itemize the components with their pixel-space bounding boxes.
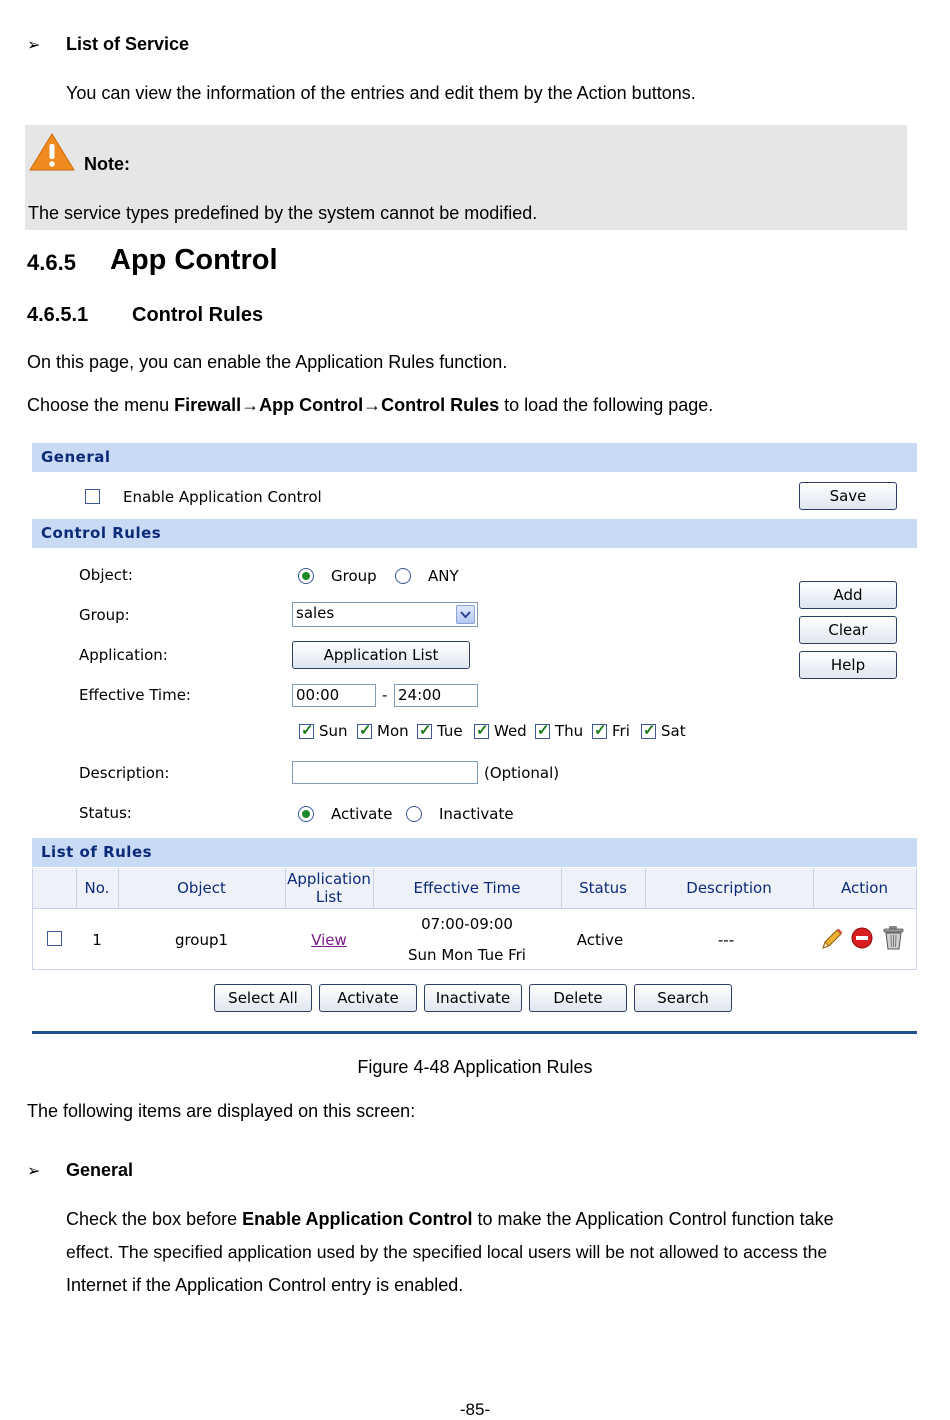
- heading-number: 4.6.5: [27, 250, 76, 275]
- clear-button[interactable]: Clear: [799, 616, 897, 644]
- section-text-line1: [66, 1203, 834, 1236]
- page-number: -85-: [459, 1400, 491, 1419]
- object-label: Object:: [79, 566, 133, 584]
- status-activate-label: Activate: [331, 805, 393, 823]
- save-button[interactable]: Save: [799, 482, 897, 510]
- row-days: Sun Mon Tue Fri: [408, 946, 526, 964]
- figure-caption: Figure 4-48 Application Rules: [357, 1057, 593, 1077]
- object-group-label: Group: [331, 567, 377, 585]
- row-status: Active: [576, 931, 624, 949]
- row-no: 1: [92, 931, 102, 949]
- day-thu-checkbox[interactable]: [535, 724, 550, 739]
- edit-pencil-icon[interactable]: [819, 927, 845, 951]
- group-label: Group:: [79, 606, 130, 624]
- row-time: 07:00-09:00: [421, 915, 513, 933]
- col-action: Action: [841, 879, 888, 897]
- row-select-checkbox[interactable]: [47, 931, 62, 946]
- section-title-list-of-service: List of Service: [66, 34, 190, 54]
- day-sat-checkbox[interactable]: [641, 724, 656, 739]
- section-text-line3: Internet if the Application Control entry is enabled.: [66, 1275, 464, 1295]
- time-end-input[interactable]: 24:00: [394, 684, 478, 707]
- day-mon-checkbox[interactable]: [357, 724, 372, 739]
- group-select-value: sales: [296, 604, 335, 622]
- select-all-button[interactable]: Select All: [214, 984, 312, 1012]
- application-label: Application:: [79, 646, 168, 664]
- status-activate-radio[interactable]: [298, 806, 314, 822]
- inactivate-button[interactable]: Inactivate: [424, 984, 522, 1012]
- day-fri-label: Fri: [612, 722, 630, 740]
- day-fri-checkbox[interactable]: [592, 724, 607, 739]
- add-button[interactable]: Add: [799, 581, 897, 609]
- trash-icon[interactable]: [881, 925, 907, 951]
- object-any-label: ANY: [428, 567, 459, 585]
- rules-table: [32, 868, 917, 970]
- time-separator: -: [382, 686, 388, 704]
- note-label: Note:: [84, 154, 130, 174]
- menu-path: Firewall→App Control→Control Rules: [174, 395, 500, 415]
- day-sun-label: Sun: [319, 722, 348, 740]
- day-tue-checkbox[interactable]: [417, 724, 432, 739]
- col-no: No.: [84, 879, 110, 897]
- subheading-number: 4.6.5.1: [27, 304, 89, 326]
- col-application-list-line2: List: [315, 888, 343, 906]
- section-text: You can view the information of the entries and edit them by the Action buttons.: [66, 83, 696, 103]
- col-object: Object: [177, 879, 226, 897]
- description-label: Description:: [79, 764, 170, 782]
- paragraph: The following items are displayed on this screen:: [27, 1101, 416, 1121]
- text: to make the Application Control function take: [472, 1209, 834, 1229]
- list-of-rules-header: List of Rules: [32, 838, 917, 867]
- day-sun-checkbox[interactable]: [299, 724, 314, 739]
- enable-app-control-checkbox[interactable]: [85, 489, 100, 504]
- disable-icon[interactable]: [851, 927, 875, 951]
- enable-app-control-label: Enable Application Control: [123, 488, 322, 506]
- text: to load the following page.: [499, 395, 714, 415]
- chevron-down-icon[interactable]: [456, 605, 475, 624]
- status-label: Status:: [79, 804, 132, 822]
- subheading-title: Control Rules: [132, 304, 264, 326]
- bullet-arrow-icon: ➢: [27, 37, 41, 54]
- help-button[interactable]: Help: [799, 651, 897, 679]
- description-input[interactable]: [292, 761, 478, 784]
- bullet-arrow-icon: ➢: [27, 1163, 41, 1180]
- note-box: [25, 125, 907, 230]
- object-any-radio[interactable]: [395, 568, 411, 584]
- search-button[interactable]: Search: [634, 984, 732, 1012]
- col-status: Status: [579, 879, 627, 897]
- row-object: group1: [174, 931, 229, 949]
- col-application-list-line1: Application: [287, 870, 371, 888]
- activate-button[interactable]: Activate: [319, 984, 417, 1012]
- time-start-input[interactable]: 00:00: [292, 684, 376, 707]
- delete-button[interactable]: Delete: [529, 984, 627, 1012]
- row-description: ---: [717, 931, 735, 949]
- object-group-radio[interactable]: [298, 568, 314, 584]
- warning-icon: [29, 132, 75, 172]
- description-hint: (Optional): [484, 764, 560, 782]
- note-text: The service types predefined by the system cannot be modified.: [28, 203, 538, 223]
- section-text-line2: effect. The specified application used by the specified local users will be not allowed to access the: [66, 1242, 828, 1262]
- table-row: [33, 909, 916, 969]
- section-title-general: General: [66, 1160, 134, 1180]
- text: Check the box before: [66, 1209, 243, 1229]
- general-header: General: [32, 443, 917, 472]
- paragraph: On this page, you can enable the Application Rules function.: [27, 352, 508, 372]
- col-effective-time: Effective Time: [413, 879, 521, 897]
- bold-term: Enable Application Control: [242, 1209, 473, 1229]
- text: Choose the menu: [27, 395, 175, 415]
- status-inactivate-radio[interactable]: [406, 806, 422, 822]
- day-wed-checkbox[interactable]: [474, 724, 489, 739]
- application-list-button[interactable]: Application List: [292, 641, 470, 669]
- day-tue-label: Tue: [437, 722, 463, 740]
- group-select[interactable]: [292, 602, 478, 627]
- page-title: App Control: [110, 244, 278, 276]
- col-application-list: [285, 870, 373, 906]
- col-description: Description: [686, 879, 772, 897]
- day-sat-label: Sat: [661, 722, 686, 740]
- day-thu-label: Thu: [555, 722, 584, 740]
- effective-time-label: Effective Time:: [79, 686, 191, 704]
- paragraph-menu-path: [27, 389, 713, 422]
- day-mon-label: Mon: [377, 722, 409, 740]
- divider: [32, 1031, 917, 1034]
- control-rules-header: Control Rules: [32, 519, 917, 548]
- row-view-link[interactable]: View: [311, 931, 347, 949]
- day-wed-label: Wed: [494, 722, 527, 740]
- status-inactivate-label: Inactivate: [439, 805, 514, 823]
